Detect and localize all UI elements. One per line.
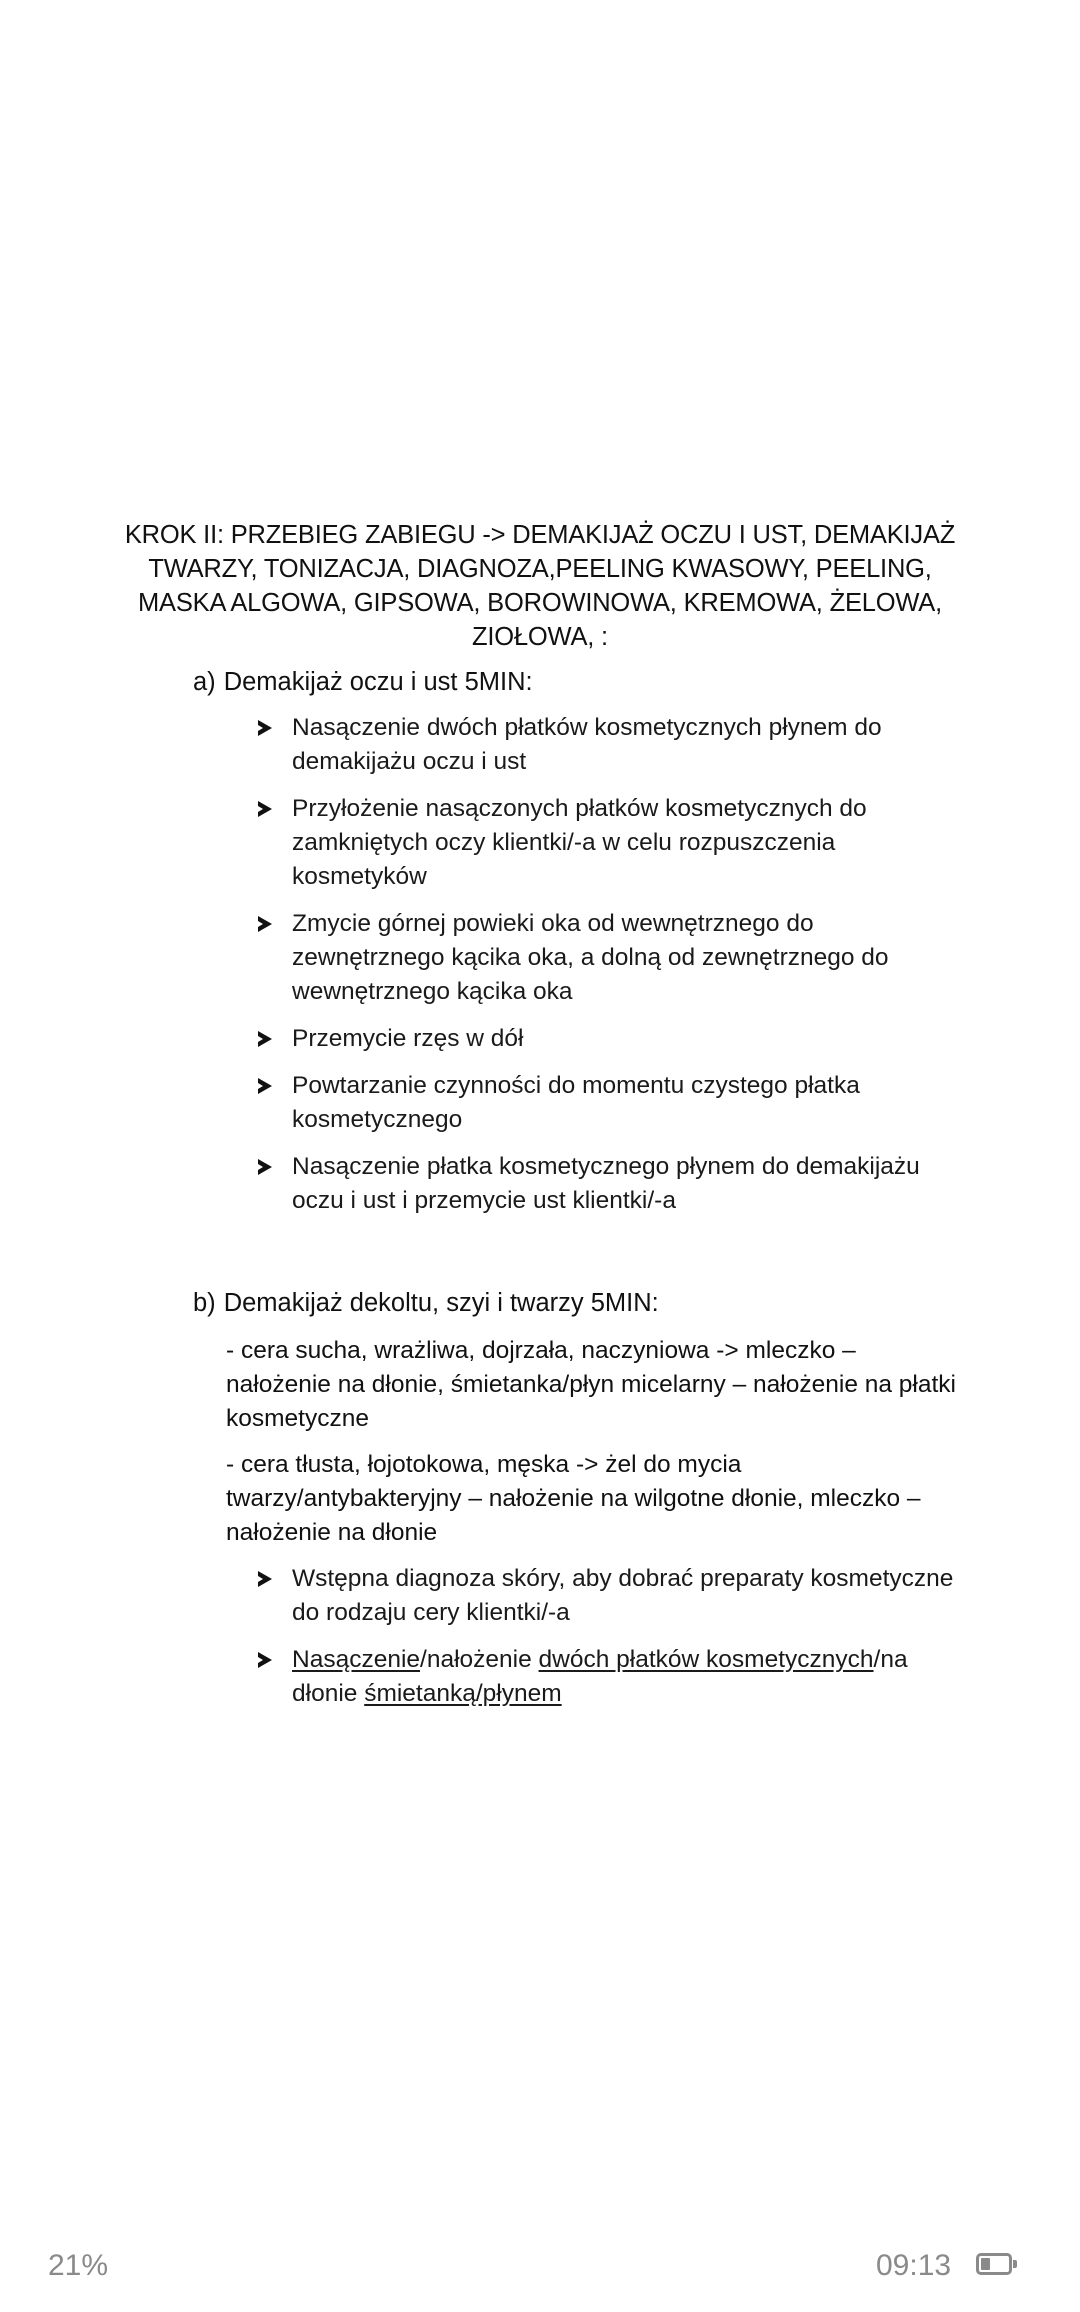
arrow-bullet-icon: [258, 1159, 272, 1175]
section-b-label: b): [193, 1289, 216, 1317]
section-b-title-text: Demakijaż dekoltu, szyi i twarzy 5MIN:: [223, 1289, 659, 1317]
section-b-paragraph-dry-skin: - cera sucha, wrażliwa, dojrzała, naczyniowa -> mleczko – nałożenie na dłonie, śmietanka/płyn micelarny – nałożenie na płatki kosmetyczne: [226, 1337, 956, 1432]
underlined-text: Nasączenie: [292, 1646, 421, 1673]
zoom-level: 21%: [48, 2249, 109, 2282]
underlined-text: dwóch płatków kosmetycznych: [538, 1646, 874, 1673]
page-heading: KROK II: PRZEBIEG ZABIEGU -> DEMAKIJAŻ OCZU I UST, DEMAKIJAŻ TWARZY, TONIZACJA, DIAGNOZA,PEELING KWASOWY, PEELING, MASKA ALGOWA, GIPSOWA, BOROWINOWA, KREMOWA, ŻELOWA, ZIOŁOWA, :: [124, 521, 956, 651]
list-item: Przemycie rzęs w dół: [258, 1022, 958, 1056]
clock-time: 09:13: [876, 2249, 952, 2282]
list-item: Wstępna diagnoza skóry, aby dobrać preparaty kosmetyczne do rodzaju cery klientki/-a: [258, 1562, 958, 1630]
section-b-list: [258, 1562, 958, 1724]
battery-tip: [1013, 2260, 1017, 2268]
section-a-label: a): [193, 668, 216, 696]
section-b-paragraph-oily-skin: - cera tłusta, łojotokowa, męska -> żel do mycia twarzy/antybakteryjny – nałożenie na wilgotne dłonie, mleczko – nałożenie na dłonie: [226, 1451, 921, 1546]
section-a-title-text: Demakijaż oczu i ust 5MIN:: [223, 668, 533, 696]
arrow-bullet-icon: [258, 801, 272, 817]
list-item: Zmycie górnej powieki oka od wewnętrznego do zewnętrznego kącika oka, a dolną od zewnętrznego do wewnętrznego kącika oka: [258, 907, 958, 1009]
underlined-text: śmietanką/płynem: [364, 1680, 562, 1707]
list-item: Przyłożenie nasączonych płatków kosmetycznych do zamkniętych oczy klientki/-a w celu rozpuszczenia kosmetyków: [258, 792, 958, 894]
arrow-bullet-icon: [258, 1571, 272, 1587]
battery-icon: [976, 2253, 1012, 2275]
section-b-title: [193, 1286, 659, 1320]
list-item: Nasączenie/nałożenie dwóch płatków kosmetycznych/na dłonie śmietanką/płynem: [258, 1643, 958, 1711]
arrow-bullet-icon: [258, 1652, 272, 1668]
list-item: Nasączenie dwóch płatków kosmetycznych płynem do demakijażu oczu i ust: [258, 711, 958, 779]
arrow-bullet-icon: [258, 720, 272, 736]
section-a-list: [258, 711, 958, 1231]
list-item: Nasączenie płatka kosmetycznego płynem do demakijażu oczu i ust i przemycie ust klientki/-a: [258, 1150, 958, 1218]
arrow-bullet-icon: [258, 916, 272, 932]
section-a-title: [193, 665, 533, 699]
arrow-bullet-icon: [258, 1078, 272, 1094]
list-item: Powtarzanie czynności do momentu czystego płatka kosmetycznego: [258, 1069, 958, 1137]
battery-level-fill: [981, 2258, 990, 2270]
arrow-bullet-icon: [258, 1031, 272, 1047]
